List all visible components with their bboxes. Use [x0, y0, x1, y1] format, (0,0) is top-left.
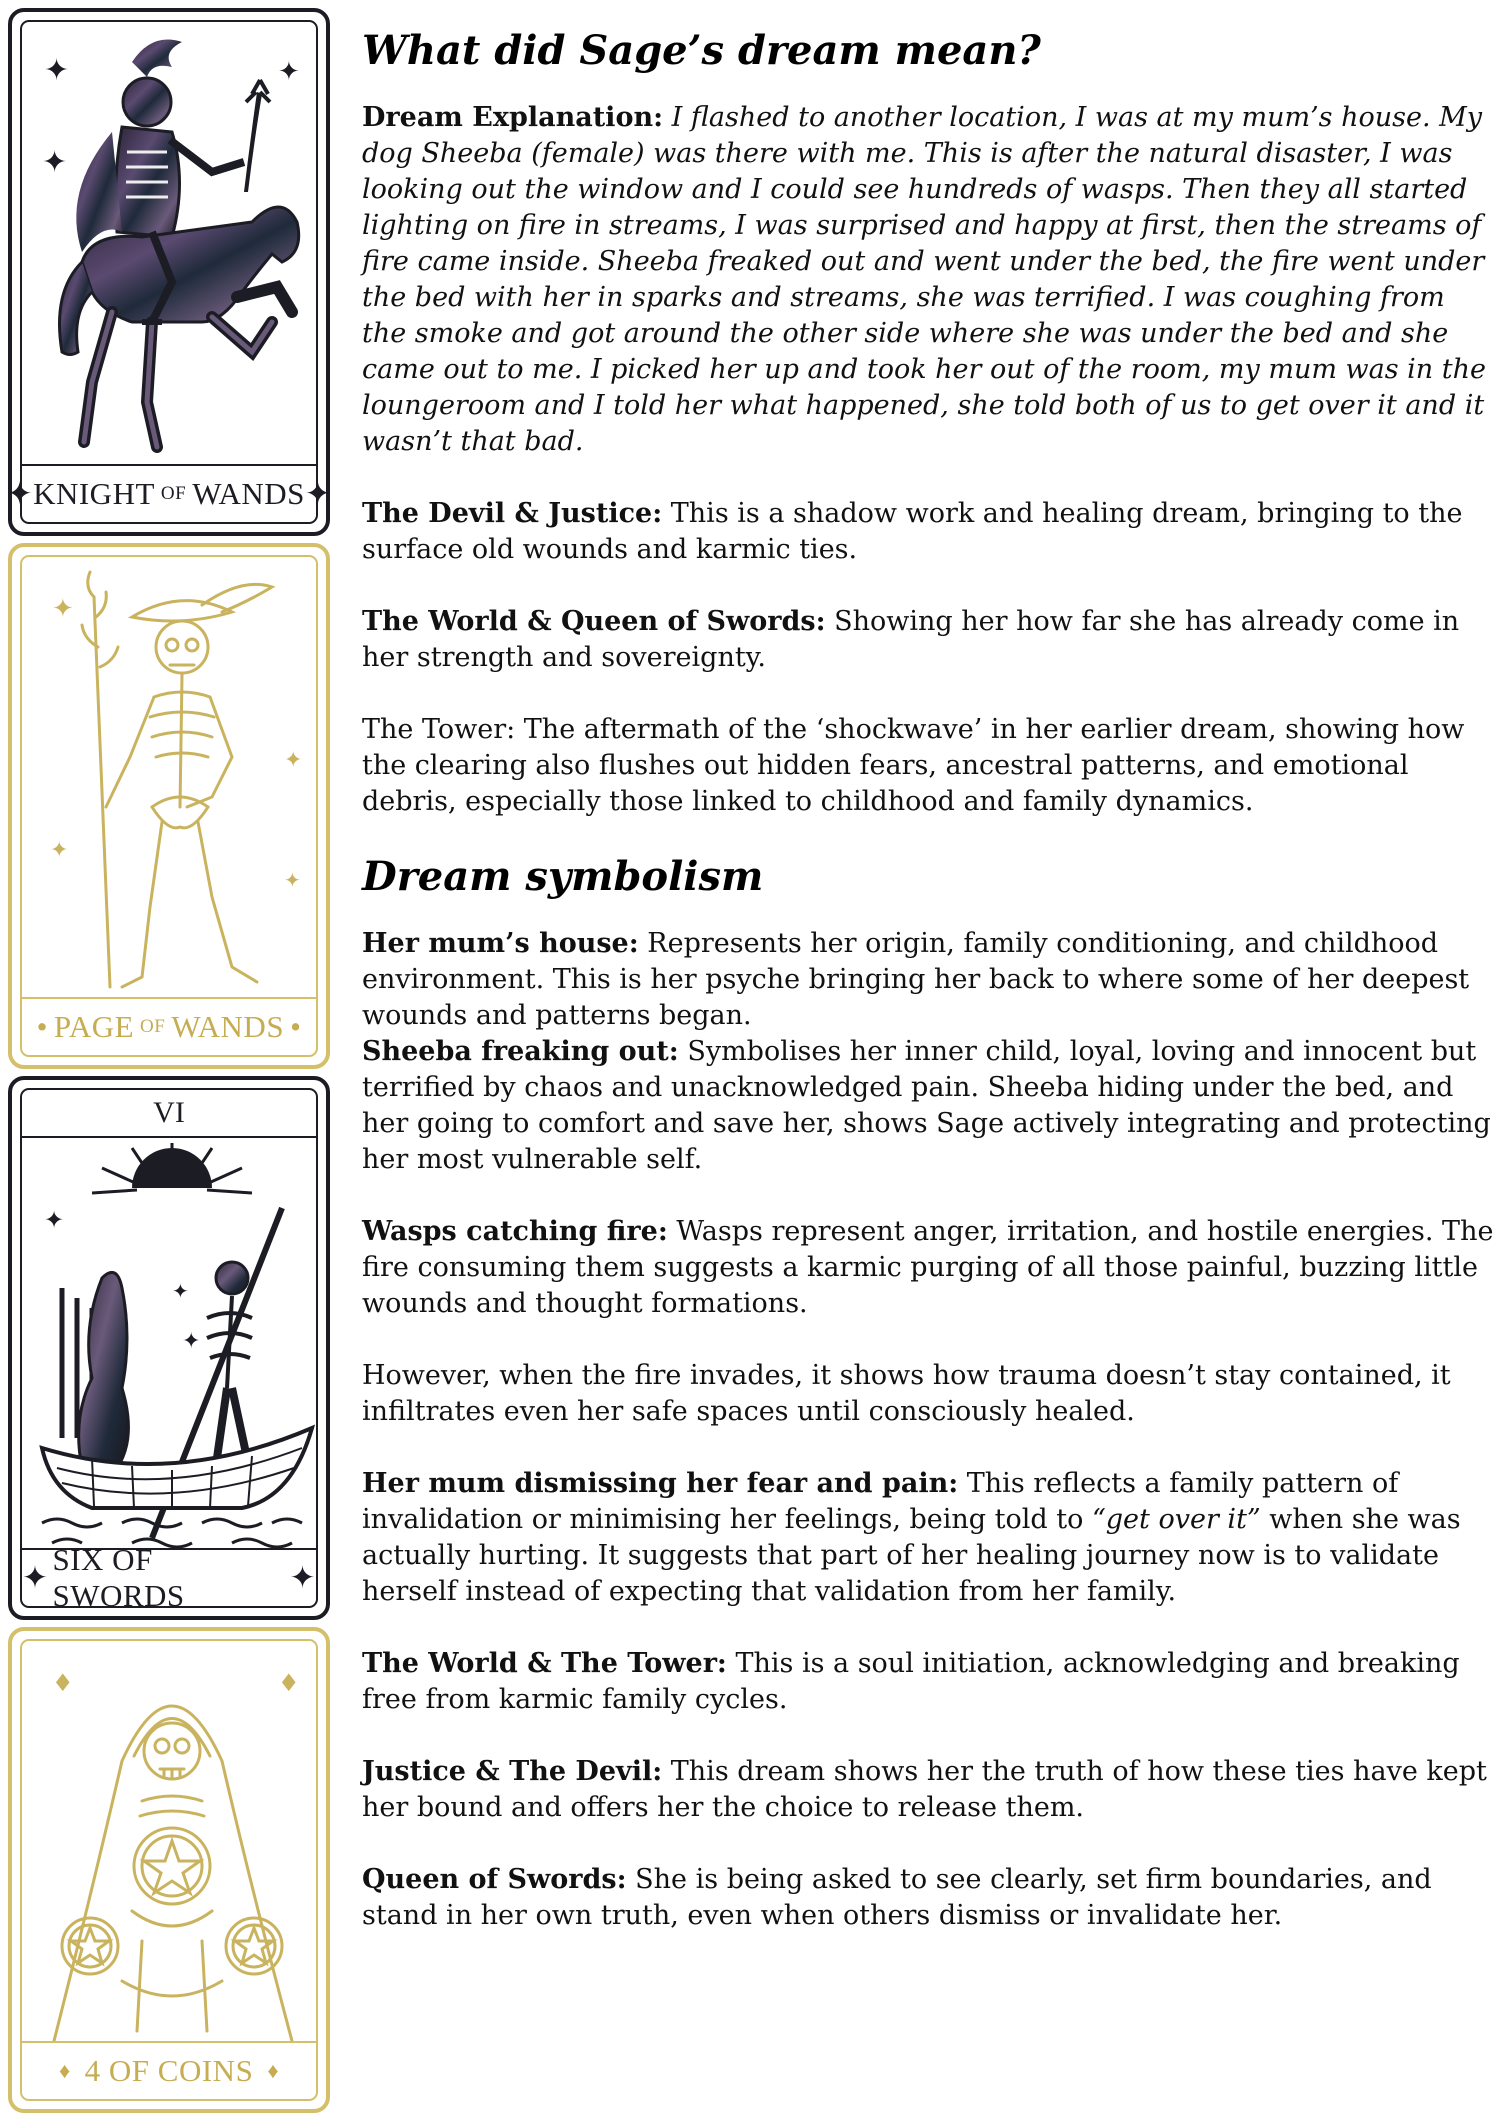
page-title: What did Sage’s dream mean? — [362, 27, 1041, 74]
svg-text:✦: ✦ — [44, 53, 70, 88]
symbol-wasps: Wasps catching fire: Wasps represent anger, irritation, and hostile energies. The fire consuming them suggests a karmic purging of all those painful, buzzing little wounds and thought formations. — [362, 1216, 1494, 1319]
svg-text:♦: ♦ — [52, 1669, 74, 1697]
meaning-devil-justice: The Devil & Justice: This is a shadow work and healing dream, bringing to the surface old wounds and karmic ties. — [362, 498, 1463, 565]
svg-text:✦: ✦ — [44, 1206, 65, 1234]
card-knight-of-wands — [8, 8, 330, 536]
boat-skeletons-illustration — [22, 1138, 324, 1558]
svg-text:✦: ✦ — [182, 1329, 201, 1354]
svg-text:✦: ✦ — [278, 57, 300, 87]
svg-text:✦: ✦ — [284, 748, 303, 773]
section-heading-symbolism: Dream symbolism — [362, 853, 764, 900]
svg-text:✦: ✦ — [42, 145, 68, 180]
card-title-4-of-coins: ♦ 4 OF COINS ♦ — [22, 2041, 316, 2099]
card-4-of-coins — [8, 1627, 330, 2113]
svg-text:✦: ✦ — [172, 1279, 189, 1303]
symbol-world-tower: The World & The Tower: This is a soul initiation, acknowledging and breaking free from karmic family cycles. — [362, 1648, 1460, 1715]
hooded-skeleton-coins-illustration — [22, 1641, 324, 2041]
svg-text:♦: ♦ — [278, 1669, 300, 1697]
svg-text:✦: ✦ — [52, 594, 74, 624]
svg-text:✦: ✦ — [50, 838, 69, 863]
symbol-queen-swords: Queen of Swords: She is being asked to see clearly, set firm boundaries, and stand in her own truth, even when others dismiss or invalidate her. — [362, 1864, 1432, 1931]
page-skeleton-illustration — [22, 557, 324, 997]
meaning-tower: The Tower: The aftermath of the ‘shockwave’ in her earlier dream, showing how the clearing also flushes out hidden fears, ancestral patterns, and emotional debris, especially those linked to childhood and family dynamics. — [362, 714, 1465, 817]
meaning-world-queen: The World & Queen of Swords: Showing her how far she has already come in her strength and sovereignty. — [362, 606, 1460, 673]
card-numeral: VI — [22, 1090, 316, 1138]
symbol-mum-dismissing: Her mum dismissing her fear and pain: This reflects a family pattern of invalidation or minimising her feelings, being told to “get over it” when she was actually hurting. It suggests that part of her healing journey now is to validate herself instead of expecting that validation from her family. — [362, 1468, 1461, 1607]
dream-explanation: Dream Explanation: I flashed to another location, I was at my mum’s house. My dog Sheeba (female) was there with me. This is after the natural disaster, I was looking out the window and I could see hundreds of wasps. Then they all started lighting on fire in streams, I was surprised and happy at first, then the streams of fire came inside. Sheeba freaked out and went under the bed, the fire went under the bed with her in sparks and streams, she was terrified. I was coughing from the smoke and got around the other side where she was under the bed and she came out to me. I picked her up and took her out of the room, my mum was in the loungeroom and I told her what happened, she told both of us to get over it and it wasn’t that bad. — [362, 102, 1486, 457]
card-title-six-of-swords: ✦ SIX OF SWORDS ✦ — [22, 1542, 316, 1613]
card-page-of-wands — [8, 543, 330, 1069]
card-title-knight-of-wands: ✦ KNIGHT OF WANDS ✦ — [22, 464, 316, 522]
symbol-sheeba: Sheeba freaking out: Symbolises her inner child, loyal, loving and innocent but terrified by chaos and unacknowledged pain. Sheeba hiding under the bed, and her going to comfort and save her, shows Sage actively integrating and protecting her most vulnerable self. — [362, 1036, 1491, 1175]
card-six-of-swords — [8, 1076, 330, 1620]
symbol-however: However, when the fire invades, it shows how trauma doesn’t stay contained, it infiltrates even her safe spaces until consciously healed. — [362, 1360, 1451, 1427]
card-title-page-of-wands: • PAGE OF WANDS • — [22, 997, 316, 1055]
reading-content — [362, 20, 1494, 1934]
knight-skeleton-horse-illustration — [22, 22, 324, 462]
symbol-mums-house: Her mum’s house: Represents her origin, family conditioning, and childhood environment. This is her psyche bringing her back to where some of her deepest wounds and patterns began. — [362, 928, 1470, 1031]
symbol-justice-devil: Justice & The Devil: This dream shows her the truth of how these ties have kept her bound and offers her the choice to release them. — [362, 1756, 1487, 1823]
svg-text:✦: ✦ — [284, 868, 301, 892]
tarot-card-column — [8, 8, 330, 2113]
